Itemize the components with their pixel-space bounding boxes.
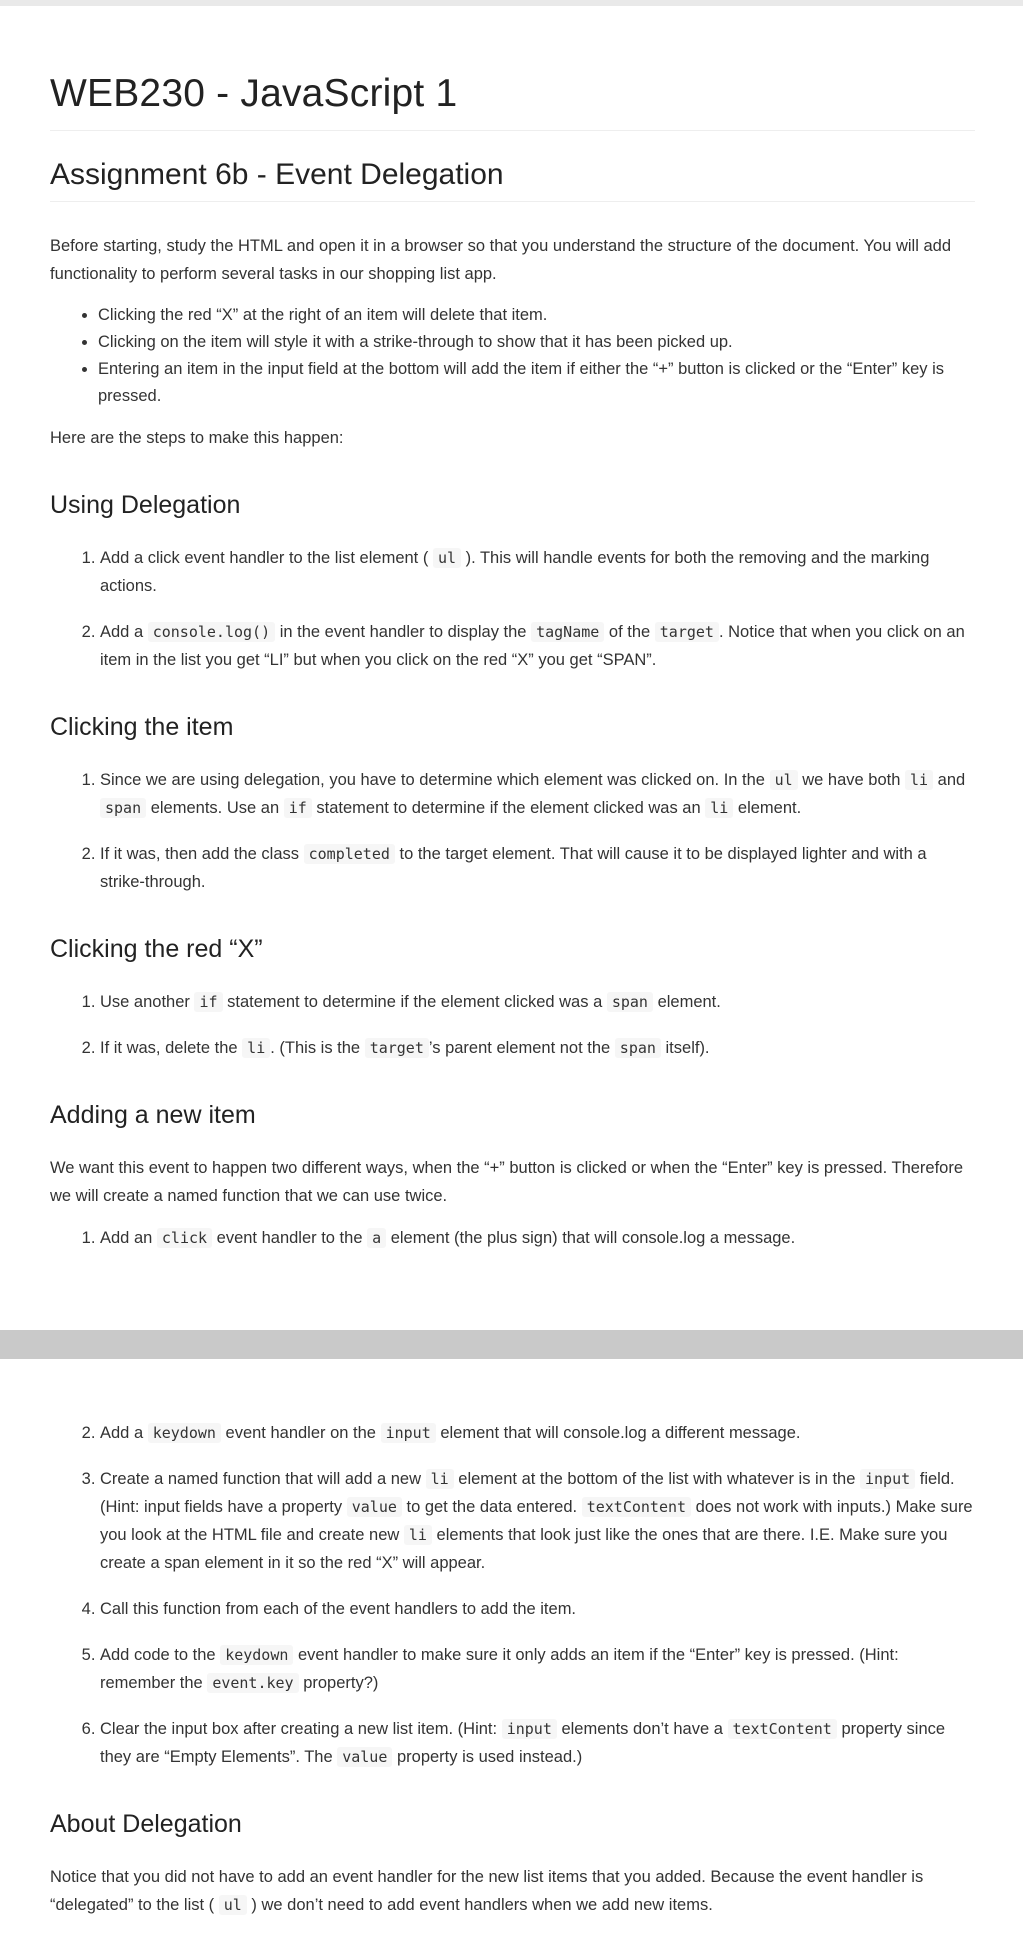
adding-item-steps-part1 xyxy=(50,1224,975,1252)
inline-code: input xyxy=(381,1423,436,1443)
inline-code: li xyxy=(426,1469,454,1489)
inline-code: console.log() xyxy=(148,622,275,642)
list-item: 2. If it was, delete the li . (This is the target ’s parent element not the span itself). xyxy=(100,1034,975,1062)
inline-code: textContent xyxy=(582,1497,691,1517)
inline-code: if xyxy=(194,992,222,1012)
inline-code: target xyxy=(365,1038,429,1058)
intro-paragraph: Before starting, study the HTML and open it in a browser so that you understand the structure of the document. You will add functionality to perform several tasks in our shopping list app. xyxy=(50,237,951,283)
inline-code: event.key xyxy=(207,1673,298,1693)
inline-code: value xyxy=(347,1497,402,1517)
adding-item-steps-part2 xyxy=(50,1419,975,1771)
list-item: 5. Add code to the keydown event handler to make sure it only adds an item if the “Enter” key is pressed. (Hint: remember the event.key property?) xyxy=(100,1641,975,1697)
inline-code: if xyxy=(284,798,312,818)
list-item: 1. Since we are using delegation, you have to determine which element was clicked on. In the ul we have both li and span elements. Use an if statement to determine if the element clicked was an li element. xyxy=(100,766,975,822)
assignment-title: Assignment 6b - Event Delegation xyxy=(50,157,975,202)
list-item: 2. Add a console.log() in the event handler to display the tagName of the target . Notice that when you click on an item in the list you get “LI” but when you click on the red “X” you get “SPAN”. xyxy=(100,618,975,674)
inline-code: li xyxy=(242,1038,270,1058)
inline-code: target xyxy=(655,622,719,642)
list-item: 3. Create a named function that will add a new li element at the bottom of the list with whatever is in the input field. (Hint: input fields have a property value to get the data entered. textContent does not work with inputs.) Make sure you look at the HTML file and create new li elements that look just like the ones that are there. I.E. Make sure you create a span element in it so the red “X” will appear. xyxy=(100,1465,975,1577)
section-heading-adding-item: Adding a new item xyxy=(50,1101,256,1129)
list-item: • Entering an item in the input field at the bottom will add the item if either the “+” button is clicked or the “Enter” key is pressed. xyxy=(98,356,975,410)
adding-item-intro: We want this event to happen two different ways, when the “+” button is clicked or when the “Enter” key is pressed. Therefore we will create a named function that we can use twice. xyxy=(50,1159,964,1205)
inline-code: ul xyxy=(433,548,461,568)
inline-code: input xyxy=(502,1719,557,1739)
document-page-1 xyxy=(0,6,1023,1330)
list-item: 1. Use another if statement to determine if the element clicked was a span element. xyxy=(100,988,975,1016)
inline-code: ul xyxy=(770,770,798,790)
inline-code: span xyxy=(100,798,146,818)
inline-code: a xyxy=(367,1228,386,1248)
inline-code: textContent xyxy=(728,1719,837,1739)
section-heading-about-delegation: About Delegation xyxy=(50,1810,242,1838)
list-item: 4. Call this function from each of the event handlers to add the item. xyxy=(100,1595,975,1623)
steps-intro: Here are the steps to make this happen: xyxy=(50,429,344,447)
inline-code: keydown xyxy=(148,1423,221,1443)
list-item: • Clicking the red “X” at the right of an item will delete that item. xyxy=(98,302,975,329)
list-item: • Clicking on the item will style it with a strike-through to show that it has been picked up. xyxy=(98,329,975,356)
inline-code: ul xyxy=(219,1895,247,1915)
inline-code: span xyxy=(607,992,653,1012)
section-heading-using-delegation: Using Delegation xyxy=(50,491,241,519)
list-item: 2. Add a keydown event handler on the input element that will console.log a different message. xyxy=(100,1419,975,1447)
inline-code: li xyxy=(705,798,733,818)
list-item: 6. Clear the input box after creating a new list item. (Hint: input elements don’t have a textContent property since they are “Empty Elements”. The value property is used instead.) xyxy=(100,1715,975,1771)
list-item: 1. Add an click event handler to the a element (the plus sign) that will console.log a message. xyxy=(100,1224,975,1252)
inline-code: click xyxy=(157,1228,212,1248)
inline-code: input xyxy=(860,1469,915,1489)
about-delegation-paragraph: Notice that you did not have to add an event handler for the new list items that you added. Because the event handler is “delegated” to the list ( ul ) we don’t need to add event handlers when we add new items. xyxy=(50,1868,924,1914)
inline-code: span xyxy=(615,1038,661,1058)
page-break xyxy=(0,1330,1023,1359)
course-title: WEB230 - JavaScript 1 xyxy=(50,70,975,131)
section-heading-clicking-item: Clicking the item xyxy=(50,713,234,741)
inline-code: completed xyxy=(304,844,395,864)
inline-code: value xyxy=(337,1747,392,1767)
list-item: 1. Add a click event handler to the list element ( ul ). This will handle events for both the removing and the marking actions. xyxy=(100,544,975,600)
inline-code: keydown xyxy=(220,1645,293,1665)
clicking-item-steps xyxy=(50,766,975,896)
clicking-x-steps xyxy=(50,988,975,1062)
section-heading-clicking-x: Clicking the red “X” xyxy=(50,935,263,963)
list-item: 2. If it was, then add the class completed to the target element. That will cause it to be displayed lighter and with a strike-through. xyxy=(100,840,975,896)
inline-code: li xyxy=(404,1525,432,1545)
using-delegation-steps xyxy=(50,544,975,674)
inline-code: li xyxy=(905,770,933,790)
feature-list xyxy=(50,302,975,410)
document-page-2 xyxy=(0,1359,1023,1920)
inline-code: tagName xyxy=(531,622,604,642)
